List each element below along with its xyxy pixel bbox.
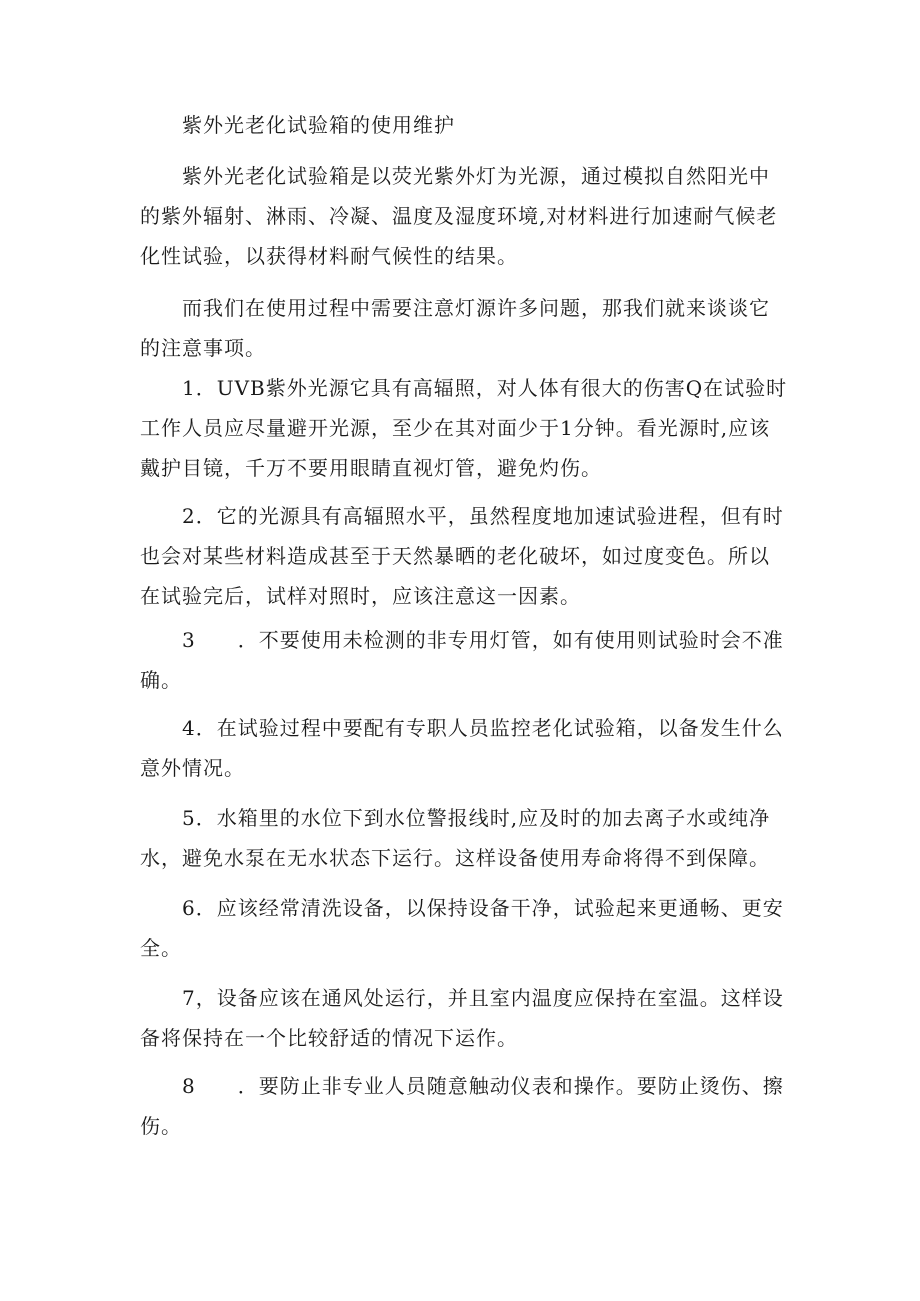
paragraph-line: 工作人员应尽量避开光源，至少在其对面少于1分钟。看光源时,应该 [140,416,771,440]
paragraph-line: 也会对某些材料造成甚至于天然暴晒的老化破坏，如过度变色。所以 [140,544,770,568]
paragraph-line: 7，设备应该在通风处运行，并且室内温度应保持在室温。这样设 [182,986,784,1010]
paragraph-line: 备将保持在一个比较舒适的情况下运作。 [140,1026,518,1050]
paragraph-intro [140,156,800,276]
paragraph-line: 水，避免水泵在无水状态下运行。这样设备使用寿命将得不到保障。 [140,846,770,870]
paragraph-line: 紫外光老化试验箱是以荧光紫外灯为光源，通过模拟自然阳光中 [182,164,770,188]
paragraph-item-4 [140,708,800,788]
paragraph-notice [140,288,800,368]
paragraph-line: 戴护目镜，千万不要用眼睛直视灯管，避免灼伤。 [140,456,602,480]
paragraph-item-2 [140,496,800,616]
paragraph-line: 3 ．不要使用未检测的非专用灯管，如有使用则试验时会不准 [182,628,784,652]
paragraph-line: 确。 [140,668,182,692]
paragraph-item-1 [140,368,800,488]
paragraph-line: 2．它的光源具有高辐照水平，虽然程度地加速试验进程，但有时 [182,504,784,528]
document-title: 紫外光老化试验箱的使用维护 [182,113,455,137]
paragraph-line: 而我们在使用过程中需要注意灯源许多问题，那我们就来谈谈它 [182,296,770,320]
paragraph-item-5 [140,798,800,878]
paragraph-item-6 [140,888,800,968]
paragraph-line: 6．应该经常清洗设备，以保持设备干净，试验起来更通畅、更安 [182,896,784,920]
paragraph-line: 5．水箱里的水位下到水位警报线时,应及时的加去离子水或纯净 [182,806,771,830]
paragraph-line: 1．UVB紫外光源它具有高辐照，对人体有很大的伤害Q在试验时 [182,376,788,400]
paragraph-line: 全。 [140,936,182,960]
paragraph-line: 4．在试验过程中要配有专职人员监控老化试验箱，以备发生什么 [182,716,784,740]
paragraph-line: 伤。 [140,1114,182,1138]
paragraph-item-8 [140,1066,800,1146]
paragraph-line: 在试验完后，试样对照时，应该注意这一因素。 [140,584,581,608]
paragraph-line: 的紫外辐射、淋雨、冷凝、温度及湿度环境,对材料进行加速耐气候老 [140,204,778,228]
paragraph-item-3 [140,620,800,700]
paragraph-line: 化性试验，以获得材料耐气候性的结果。 [140,244,518,268]
paragraph-line: 8 ．要防止非专业人员随意触动仪表和操作。要防止烫伤、擦 [182,1074,784,1098]
paragraph-line: 的注意事项。 [140,336,266,360]
paragraph-line: 意外情况。 [140,756,245,780]
paragraph-item-7 [140,978,800,1058]
